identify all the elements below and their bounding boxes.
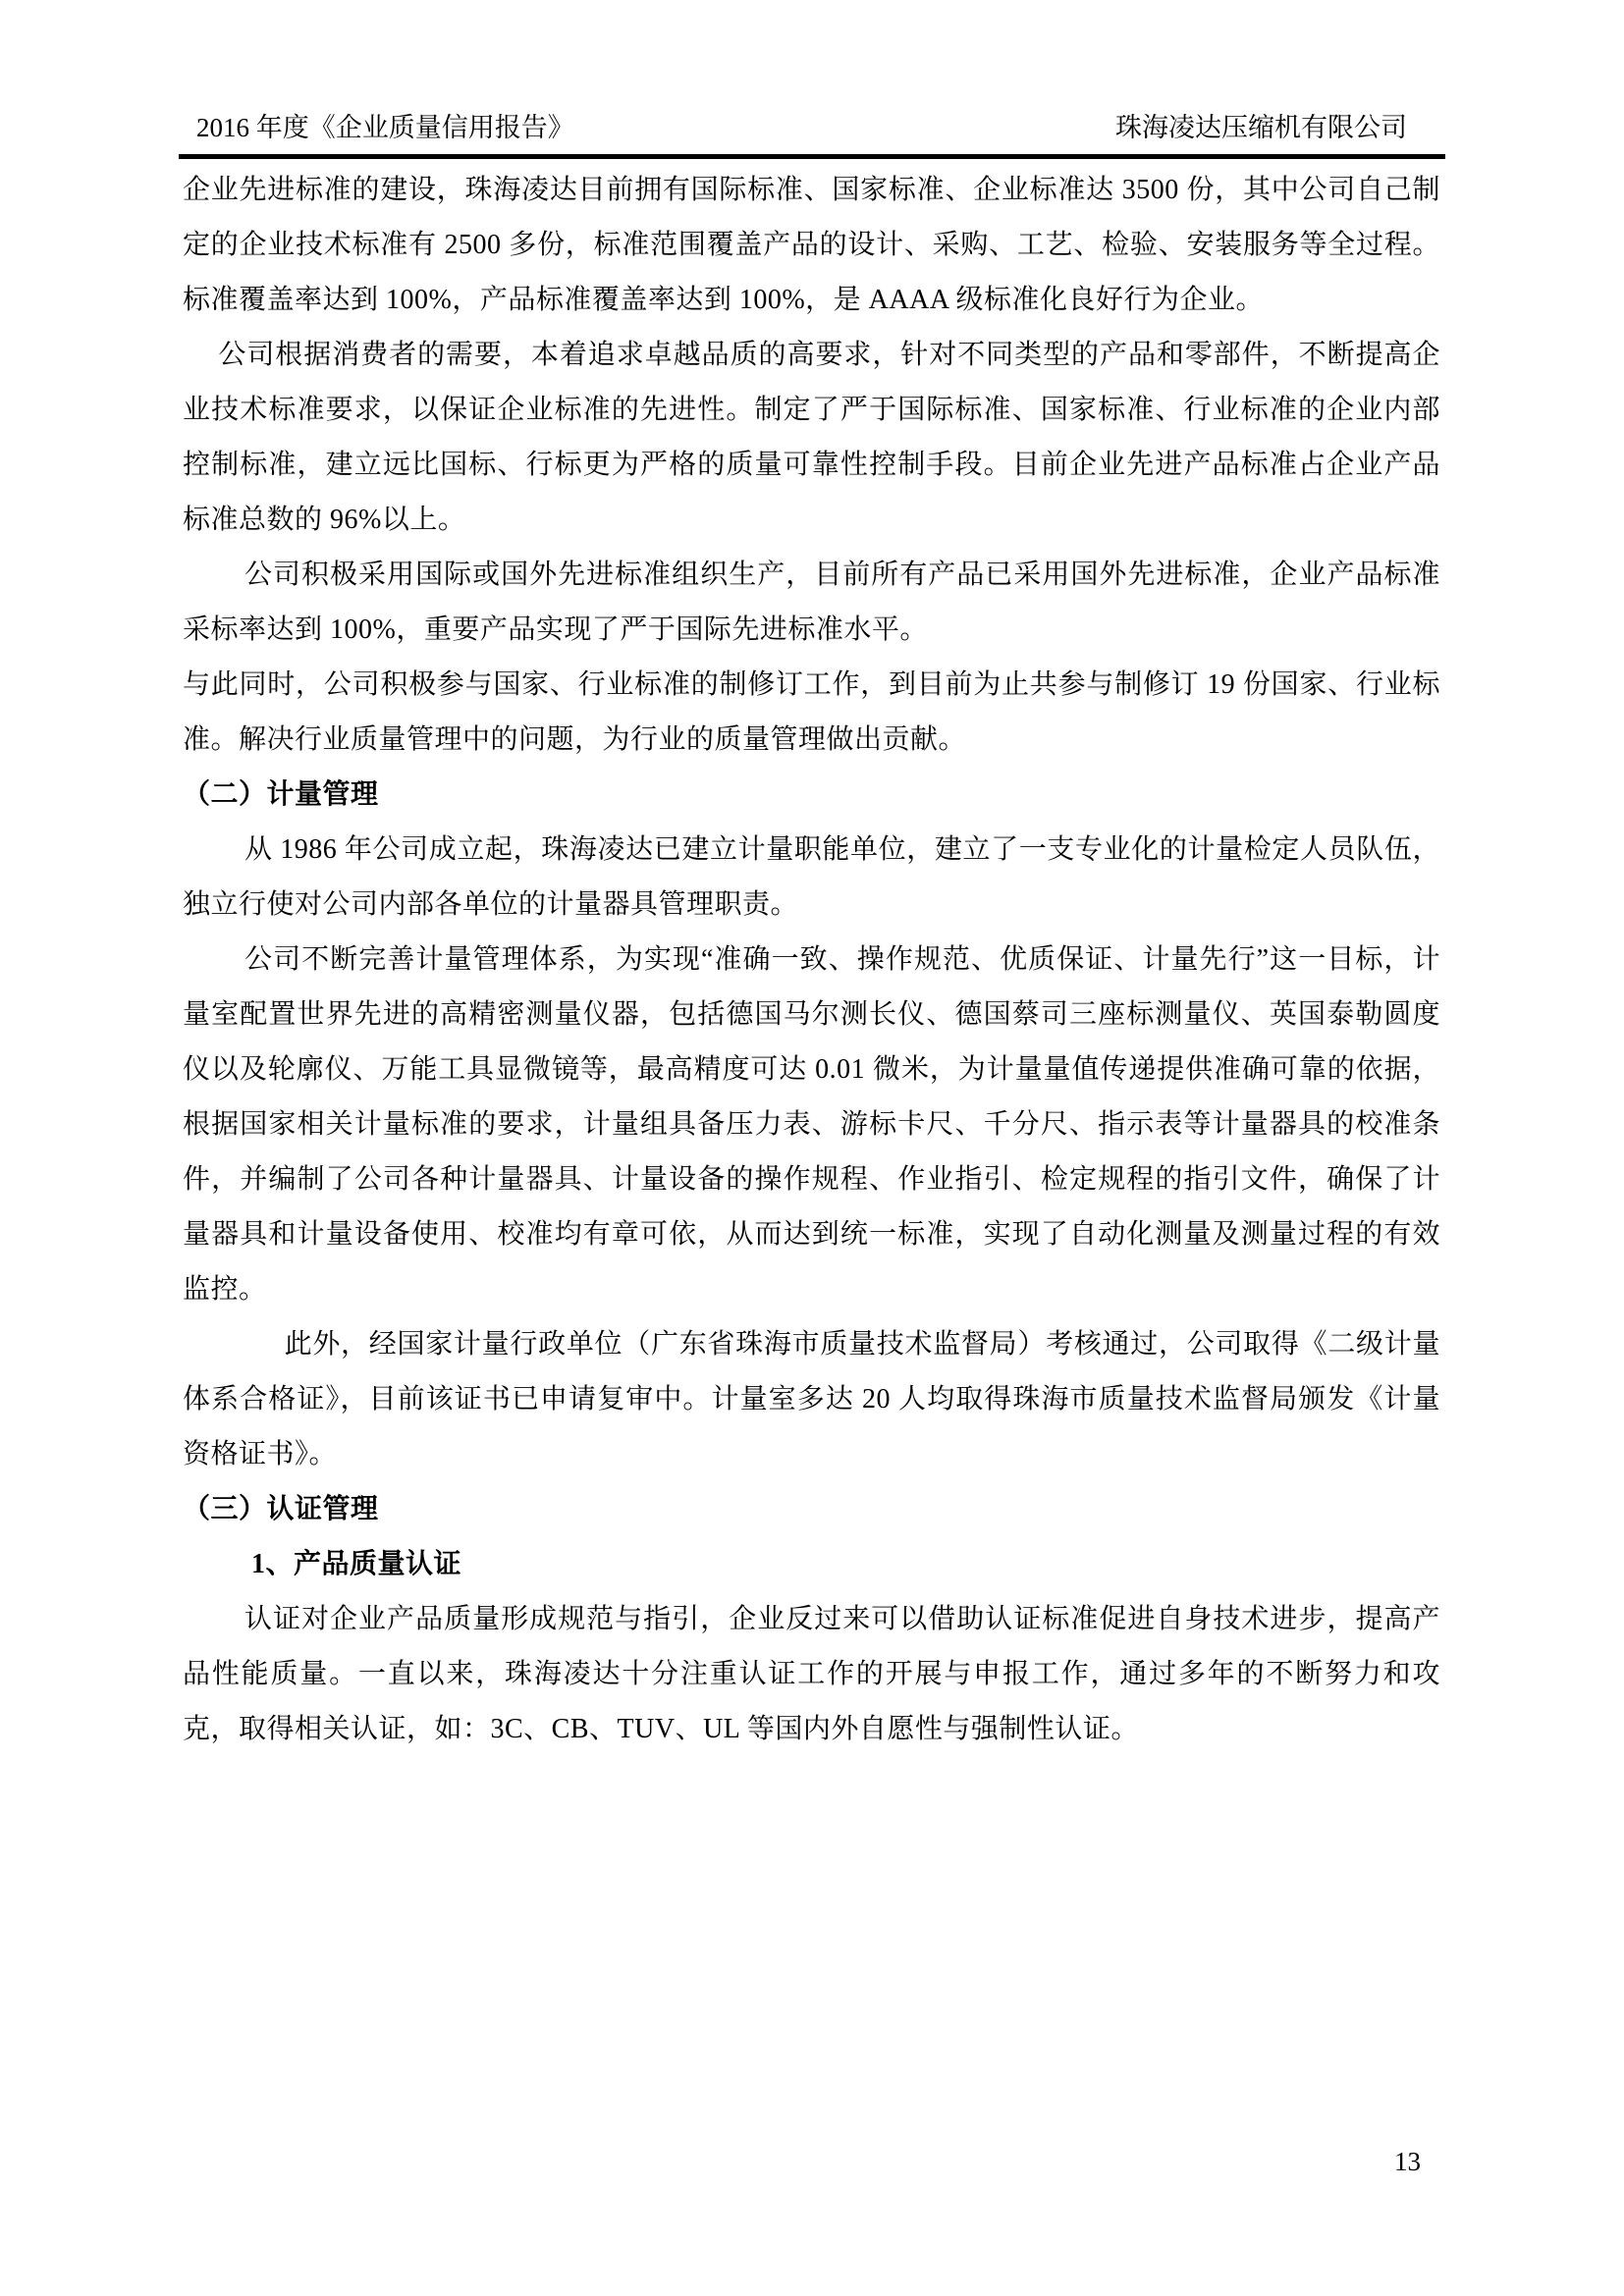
paragraph-certification: 认证对企业产品质量形成规范与指引，企业反过来可以借助认证标准促进自身技术进步，提高产品性能质量。一直以来，珠海凌达十分注重认证工作的开展与申报工作，通过多年的不断努力和攻克，取得相关认证，如：3C、CB、TUV、UL 等国内外自愿性与强制性认证。 [183,1604,1440,1744]
section-heading-measurement: （二）计量管理 [183,779,379,810]
paragraph-in-addition: 此外，经国家计量行政单位（广东省珠海市质量技术监督局）考核通过，公司取得《二级计量体系合格证》，目前该证书已申请复审中。计量室多达 20 人均取得珠海市质量技术监督局颁发《计量资格证书》。 [183,1329,1440,1469]
paragraph-adopt-international: 公司积极采用国际或国外先进标准组织生产，目前所有产品已采用国外先进标准，企业产品标准采标率达到 100%，重要产品实现了严于国际先进标准水平。 [183,560,1440,645]
paragraph-consumer-needs: 公司根据消费者的需要，本着追求卓越品质的高要求，针对不同类型的产品和零部件，不断提高企业技术标准要求，以保证企业标准的先进性。制定了严于国际标准、国家标准、行业标准的企业内部控制标准，建立远比国标、行标更为严格的质量可靠性控制手段。目前企业先进产品标准占企业产品标准总数的 96%以上。 [183,340,1440,535]
document-body [183,163,1440,1757]
paragraph-standards-continued: 企业先进标准的建设，珠海凌达目前拥有国际标准、国家标准、企业标准达 3500 份，其中公司自己制定的企业技术标准有 2500 多份，标准范围覆盖产品的设计、采购、工艺、检验、安装服务等全过程。标准覆盖率达到 100%，产品标准覆盖率达到 100%，是 AAAA 级标准化良好行为企业。 [183,175,1440,315]
header-report-title: 2016 年度《企业质量信用报告》 [196,113,574,142]
document-header [183,110,1440,145]
header-company-name: 珠海凌达压缩机有限公司 [1115,113,1407,142]
paragraph-meanwhile: 与此同时，公司积极参与国家、行业标准的制修订工作，到目前为止共参与制修订 19 份国家、行业标准。解决行业质量管理中的问题，为行业的质量管理做出贡献。 [183,669,1440,755]
section-heading-certification: （三）认证管理 [183,1494,379,1524]
page-number: 13 [1394,2147,1421,2176]
sub-heading-product-quality-cert: 1、产品质量认证 [251,1549,462,1579]
paragraph-since-1986: 从 1986 年公司成立起，珠海凌达已建立计量职能单位，建立了一支专业化的计量检定人员队伍，独立行使对公司内部各单位的计量器具管理职责。 [183,834,1440,920]
paragraph-metrology-system: 公司不断完善计量管理体系，为实现“准确一致、操作规范、优质保证、计量先行”这一目标，计量室配置世界先进的高精密测量仪器，包括德国马尔测长仪、德国蔡司三座标测量仪、英国泰勒圆度仪以及轮廓仪、万能工具显微镜等，最高精度可达 0.01 微米，为计量量值传递提供准确可靠的依据，根据国家相关计量标准的要求，计量组具备压力表、游标卡尺、千分尺、指示表等计量器具的校准条件，并编制了公司各种计量器具、计量设备的操作规程、作业指引、检定规程的指引文件，确保了计量器具和计量设备使用、校准均有章可依，从而达到统一标准，实现了自动化测量及测量过程的有效监控。 [183,944,1440,1305]
header-rule [179,154,1445,159]
